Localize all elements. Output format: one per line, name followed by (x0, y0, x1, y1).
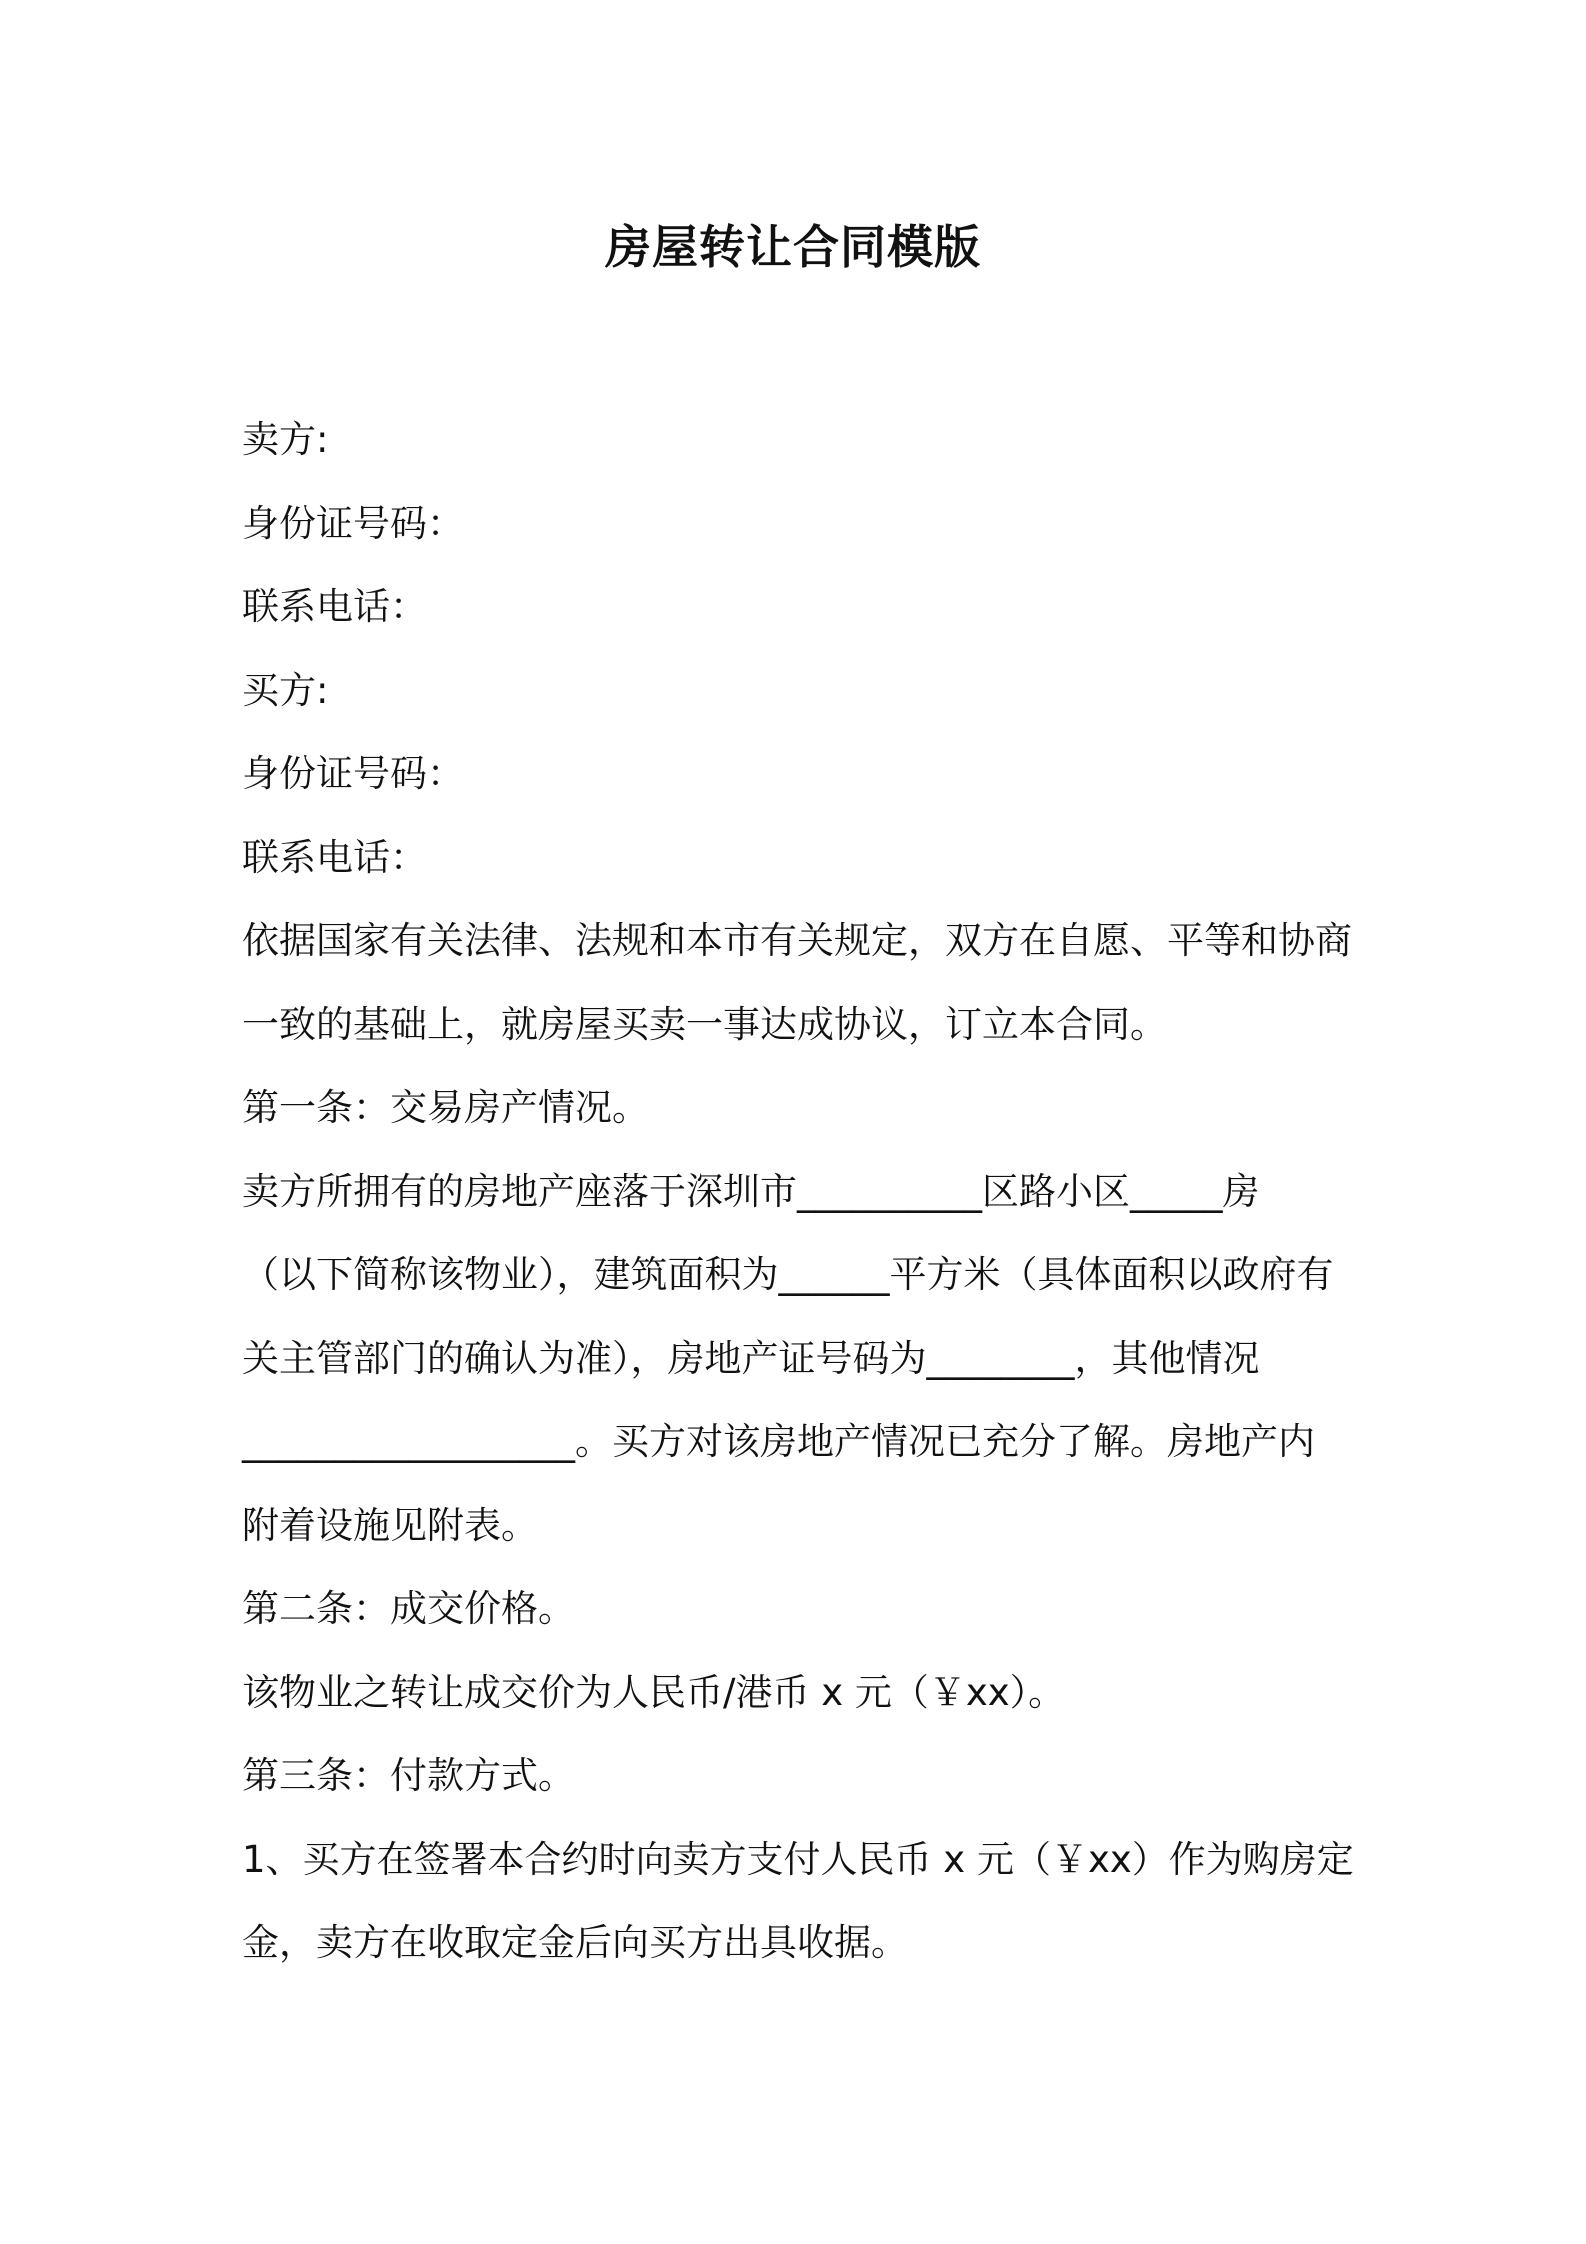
buyer-label: 买方: (242, 668, 329, 712)
seller-phone-label: 联系电话： (242, 585, 427, 628)
article-1-line-5: 附着设施见附表。 (242, 1503, 538, 1547)
buyer-id-number-label: 身份证号码： (242, 752, 464, 795)
article-2-heading: 第二条：成交价格。 (242, 1587, 575, 1630)
article-1-line-2: （以下简称该物业），建筑面积为______平方米（具体面积以政府有 (242, 1253, 1334, 1296)
seller-id-number-label: 身份证号码： (242, 501, 464, 545)
article-3-item-1-line-2: 金，卖方在收取定金后向买方出具收据。 (242, 1921, 908, 1964)
article-1-line-3: 关主管部门的确认为准），房地产证号码为________，其他情况 (242, 1336, 1260, 1380)
document-title: 房屋转让合同模版 (605, 220, 981, 274)
article-1-line-4: __________________。买方对该房地产情况已充分了解。房地产内 (242, 1420, 1315, 1463)
article-2-line-1: 该物业之转让成交价为人民币/港币 x 元（￥xx）。 (242, 1670, 1066, 1714)
article-1-line-1: 卖方所拥有的房地产座落于深圳市__________区路小区_____房 (242, 1169, 1260, 1213)
article-3-heading: 第三条：付款方式。 (242, 1754, 575, 1797)
document-body (242, 398, 1352, 1985)
article-1-heading: 第一条：交易房产情况。 (242, 1086, 649, 1129)
seller-label: 卖方: (242, 418, 329, 461)
preamble-line-1: 依据国家有关法律、法规和本市有关规定，双方在自愿、平等和协商 (242, 919, 1352, 962)
preamble-line-2: 一致的基础上，就房屋买卖一事达成协议，订立本合同。 (242, 1002, 1167, 1046)
article-3-item-1-line-1: 1、买方在签署本合约时向卖方支付人民币 x 元（￥xx）作为购房定 (242, 1837, 1354, 1881)
buyer-phone-label: 联系电话： (242, 835, 427, 879)
